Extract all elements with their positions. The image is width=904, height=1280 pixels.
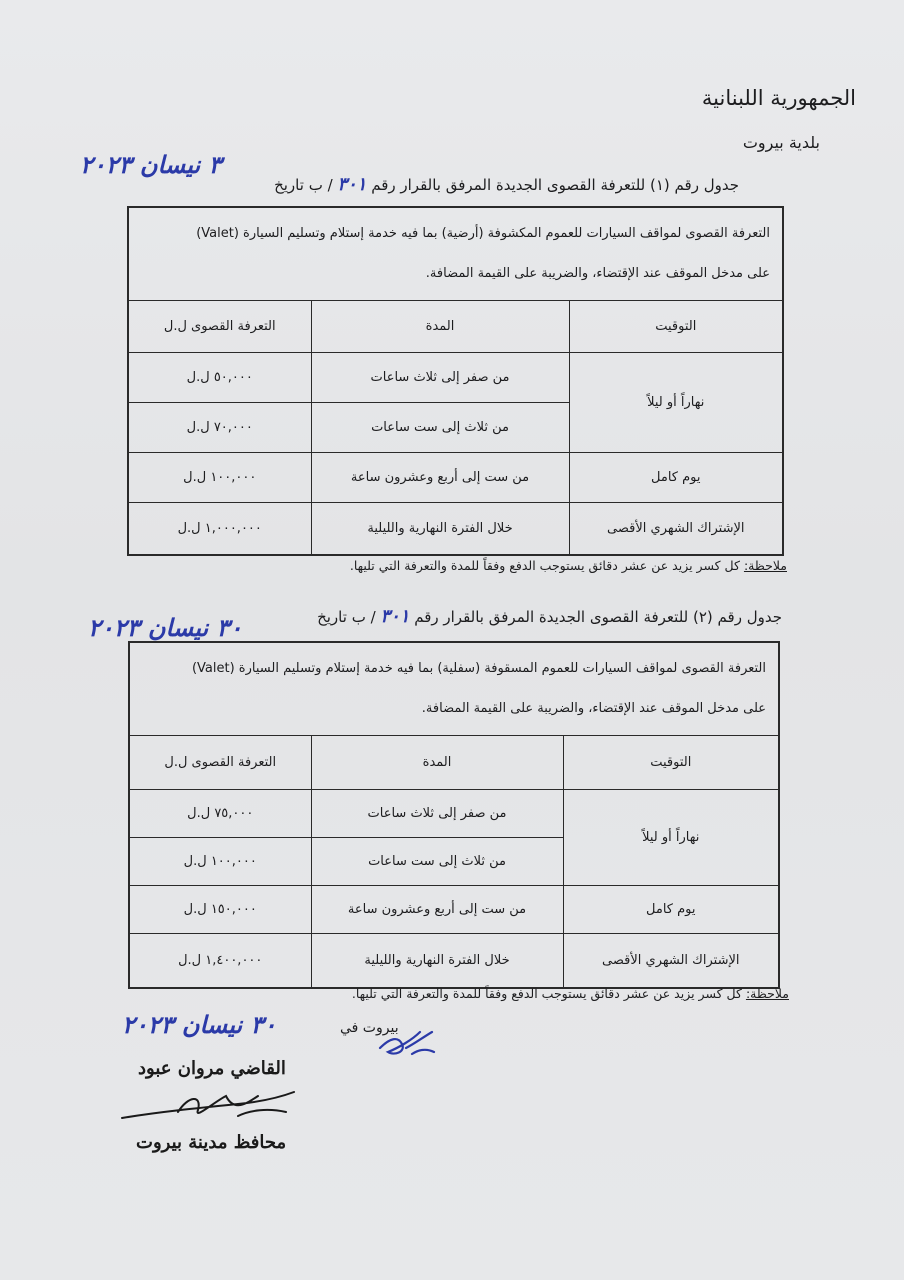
table2-cell-duration: من صفر إلى ثلاث ساعات [311,790,563,838]
table2-caption-suffix: / ب تاريخ [317,608,376,626]
governor-signature-icon [118,1082,308,1132]
table1-cell-timing: يوم كامل [569,453,783,503]
table2-cell-duration: من ثلاث إلى ست ساعات [311,838,563,886]
table1-header-duration: المدة [311,301,569,353]
table2-cell-price: ٧٥,٠٠٠ ل.ل [129,790,311,838]
table1-cell-timing: الإشتراك الشهري الأقصى [569,503,783,555]
table1-cell-price: ١,٠٠٠,٠٠٠ ل.ل [128,503,311,555]
table1-cell-duration: من ثلاث إلى ست ساعات [311,403,569,453]
table2-cell-price: ١٠٠,٠٠٠ ل.ل [129,838,311,886]
table2-caption-text: جدول رقم (٢) للتعرفة القصوى الجديدة المرفق بالقرار رقم [414,608,782,626]
table1-cell-price: ١٠٠,٠٠٠ ل.ل [128,453,311,503]
table2-handwritten-date: ٣٠ نيسان ٢٠٢٣ [88,613,243,642]
table1-caption [274,174,739,195]
table2-note-label: ملاحظة: [745,986,789,1001]
table1-caption-text: جدول رقم (١) للتعرفة القصوى الجديدة المرفق بالقرار رقم [371,176,739,194]
table1-cell-timing: نهاراً أو ليلاً [569,353,783,453]
table1-intro [128,207,783,301]
table1-note-label: ملاحظة: [743,558,787,573]
table2-cell-timing: نهاراً أو ليلاً [563,790,779,886]
table1-decision-number: ٣٠١ [337,174,367,195]
table1-caption-suffix: / ب تاريخ [274,176,333,194]
table2-header-price: التعرفة القصوى ل.ل [129,736,311,790]
judge-name: القاضي مروان عبود [138,1058,286,1079]
footer-place: بيروت في [340,1020,399,1036]
table1-cell-price: ٧٠,٠٠٠ ل.ل [128,403,311,453]
table1-cell-duration: من ست إلى أربع وعشرون ساعة [311,453,569,503]
footer-handwritten-date: ٣٠ نيسان ٢٠٢٣ [122,1010,277,1039]
governor-title: محافظ مدينة بيروت [136,1132,287,1153]
table1-cell-price: ٥٠,٠٠٠ ل.ل [128,353,311,403]
table2-cell-duration: من ست إلى أربع وعشرون ساعة [311,886,563,934]
table2-intro [129,642,779,736]
table1-intro-line2: على مدخل الموقف عند الإقتضاء، والضريبة على القيمة المضافة. [425,266,771,281]
table1-note [350,558,787,573]
table2-cell-timing: الإشتراك الشهري الأقصى [563,934,779,988]
table2-cell-price: ١,٤٠٠,٠٠٠ ل.ل [129,934,311,988]
tariff-table-1 [127,206,784,556]
table2-caption [317,606,782,627]
table2-intro-line1: التعرفة القصوى لمواقف السيارات للعموم المسقوفة (سفلية) بما فيه خدمة إستلام وتسليم السيارة (Valet) [191,661,767,676]
table2-cell-timing: يوم كامل [563,886,779,934]
table1-handwritten-date: ٣ نيسان ٢٠٢٣ [80,150,222,179]
table1-cell-duration: من صفر إلى ثلاث ساعات [311,353,569,403]
table1-cell-duration: خلال الفترة النهارية والليلية [311,503,569,555]
table2-cell-price: ١٥٠,٠٠٠ ل.ل [129,886,311,934]
initials-signature-icon [372,1018,442,1068]
tariff-table-2 [128,641,780,989]
table2-header-timing: التوقيت [563,736,779,790]
table2-decision-number: ٣٠١ [380,606,410,627]
table2-intro-line2: على مدخل الموقف عند الإقتضاء، والضريبة على القيمة المضافة. [421,701,767,716]
table1-header-price: التعرفة القصوى ل.ل [128,301,311,353]
table2-note [352,986,789,1001]
table2-note-text: كل كسر يزيد عن عشر دقائق يستوجب الدفع وفقاً للمدة والتعرفة التي تليها. [351,986,742,1001]
republic-heading: الجمهورية اللبنانية [701,86,856,110]
table2-cell-duration: خلال الفترة النهارية والليلية [311,934,563,988]
municipality-heading: بلدية بيروت [742,133,820,152]
table1-header-timing: التوقيت [569,301,783,353]
table2-header-duration: المدة [311,736,563,790]
table1-note-text: كل كسر يزيد عن عشر دقائق يستوجب الدفع وفقاً للمدة والتعرفة التي تليها. [349,558,740,573]
table1-intro-line1: التعرفة القصوى لمواقف السيارات للعموم المكشوفة (أرضية) بما فيه خدمة إستلام وتسليم السيارة (Valet) [196,226,771,241]
